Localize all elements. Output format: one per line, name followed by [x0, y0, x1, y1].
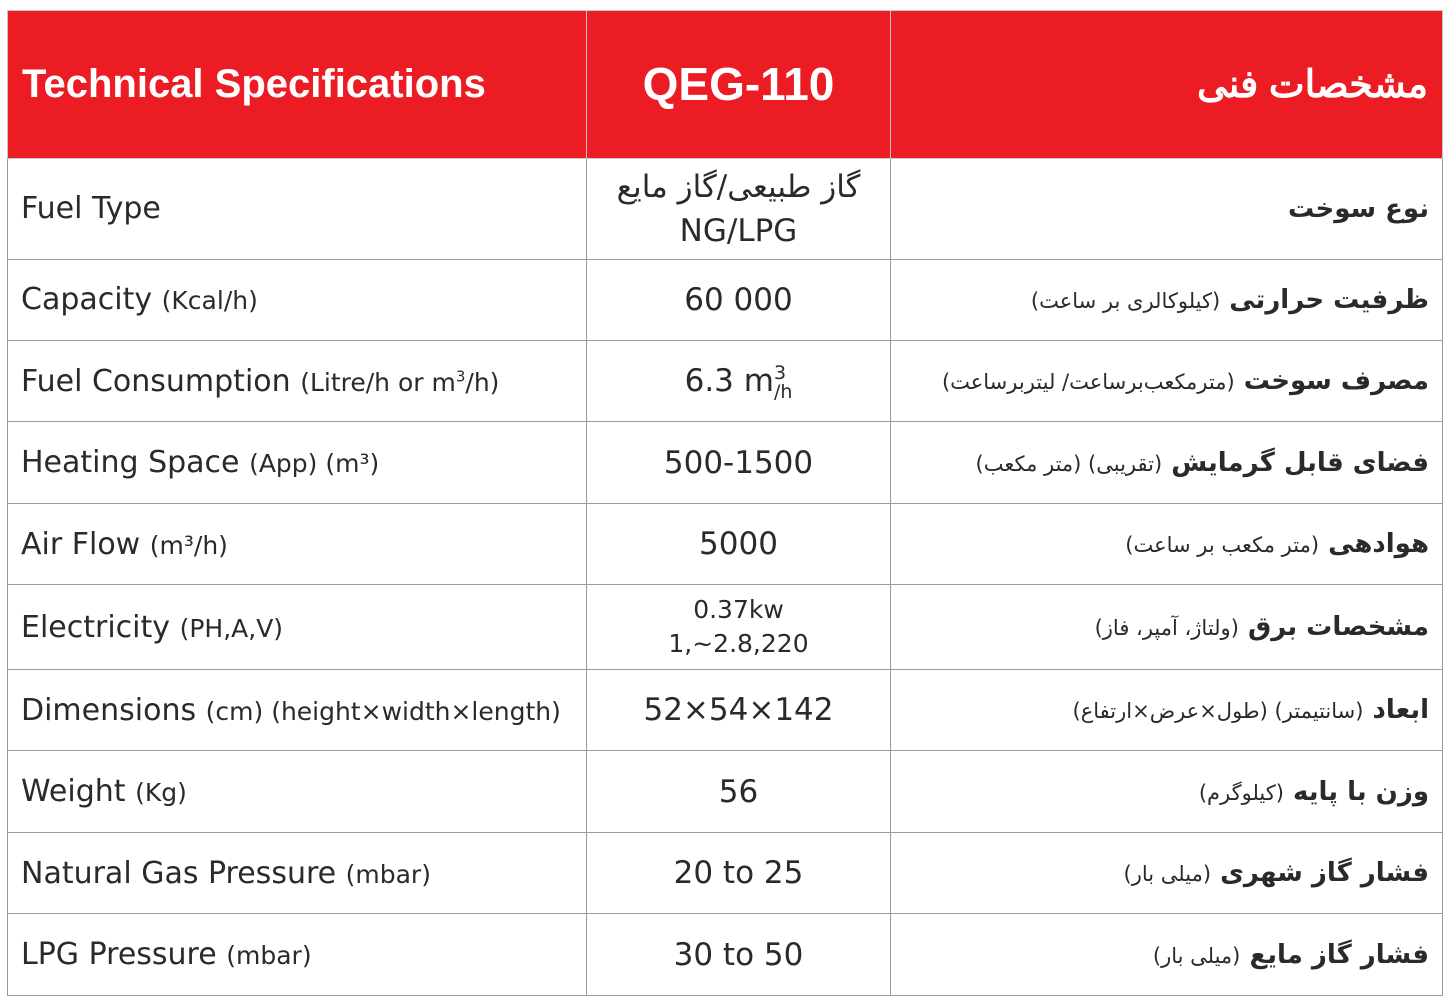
- label-en-unit: (m³/h): [149, 530, 228, 560]
- label-fa-text: فشار گاز مایع: [1249, 939, 1429, 970]
- label-fa-unit: (میلی بار): [1152, 943, 1241, 968]
- value-line-1: 0.37kw: [693, 595, 784, 625]
- table-row: [8, 914, 1443, 996]
- label-en: [8, 259, 587, 340]
- header-title-en: Technical Specifications: [8, 11, 587, 159]
- value-sub: /h: [773, 380, 793, 403]
- unit-sup: 3: [455, 367, 466, 386]
- label-en-text: Natural Gas Pressure: [21, 855, 337, 891]
- label-fa-text: مشخصات برق: [1247, 612, 1429, 643]
- label-fa-unit: (کیلوکالری بر ساعت): [1030, 288, 1221, 313]
- value-cell: 30 to 50: [587, 914, 891, 996]
- label-fa-text: وزن با پایه: [1292, 776, 1429, 807]
- label-en-unit: (App) (m³): [249, 449, 380, 479]
- label-fa-unit: (میلی بار): [1123, 862, 1212, 887]
- label-en-unit: (Kg): [135, 778, 187, 808]
- label-fa-text: مصرف سوخت: [1243, 366, 1429, 397]
- value-cell: [587, 340, 891, 421]
- label-fa-text: فشار گاز شهری: [1220, 858, 1429, 889]
- label-en: [8, 832, 587, 913]
- value-cell: 56: [587, 751, 891, 832]
- value-cell: 52×54×142: [587, 669, 891, 750]
- label-en-text: Heating Space: [21, 445, 240, 481]
- table-row: [8, 422, 1443, 503]
- label-fa: [891, 422, 1443, 503]
- table-row: [8, 340, 1443, 421]
- header-title-fa: مشخصات فنی: [891, 11, 1443, 159]
- label-en-text: Electricity: [21, 609, 171, 645]
- label-fa: [891, 751, 1443, 832]
- label-en: [8, 158, 587, 259]
- label-en: [8, 914, 587, 996]
- unit-part-a: (Litre/h or m: [300, 367, 456, 397]
- value-line-2: NG/LPG: [679, 212, 798, 249]
- label-en: [8, 422, 587, 503]
- label-en-text: Air Flow: [21, 526, 141, 562]
- header-row: [8, 11, 1443, 159]
- label-en: [8, 585, 587, 670]
- spec-table: [7, 10, 1443, 996]
- value-cell: [587, 158, 891, 259]
- unit-part-b: /h): [465, 367, 500, 397]
- label-fa-unit: (مترمکعب‌برساعت/ لیتربرساعت): [941, 370, 1235, 395]
- label-en: [8, 751, 587, 832]
- label-fa: [891, 340, 1443, 421]
- value-line-2: 1,~2.8,220: [668, 629, 809, 659]
- value-cell: [587, 585, 891, 670]
- table-row: [8, 158, 1443, 259]
- label-en: [8, 340, 587, 421]
- label-en-unit: (cm) (height×width×length): [205, 696, 561, 726]
- label-en-unit: (Kcal/h): [161, 286, 258, 316]
- label-fa-unit: (تقریبی) (متر مکعب): [975, 451, 1163, 476]
- label-fa-unit: (ولتاژ، آمپر، فاز): [1094, 616, 1239, 641]
- label-fa: [891, 914, 1443, 996]
- label-en-text: Fuel Consumption: [21, 363, 291, 399]
- value-line-1: گاز طبیعی/گاز مایع: [616, 168, 861, 205]
- label-fa-text: ظرفیت حرارتی: [1229, 284, 1429, 315]
- label-en-unit: (mbar): [345, 859, 431, 889]
- label-fa: [891, 669, 1443, 750]
- label-fa: [891, 832, 1443, 913]
- label-en-text: Fuel Type: [21, 191, 161, 227]
- label-fa: [891, 259, 1443, 340]
- label-en-unit: [300, 368, 499, 397]
- label-fa: [891, 503, 1443, 584]
- label-fa-unit: (متر مکعب بر ساعت): [1125, 533, 1320, 558]
- label-fa-text: هوادهی: [1328, 529, 1429, 560]
- label-en-text: LPG Pressure: [21, 937, 217, 973]
- label-fa-text: فضای قابل گرمایش: [1171, 447, 1429, 478]
- header-model: QEG-110: [587, 11, 891, 159]
- label-fa-text: نوع سوخت: [1287, 193, 1429, 224]
- value-cell: 60 000: [587, 259, 891, 340]
- label-en-unit: (mbar): [226, 941, 312, 971]
- label-en-text: Dimensions: [21, 692, 197, 728]
- label-fa-text: ابعاد: [1372, 695, 1429, 726]
- value-sup: 3: [773, 361, 787, 384]
- table-row: [8, 585, 1443, 670]
- label-en-unit: (PH,A,V): [179, 613, 284, 643]
- label-en: [8, 669, 587, 750]
- label-en: [8, 503, 587, 584]
- table-row: [8, 503, 1443, 584]
- value-cell: 20 to 25: [587, 832, 891, 913]
- label-fa: [891, 158, 1443, 259]
- label-fa: [891, 585, 1443, 670]
- value-cell: 500-1500: [587, 422, 891, 503]
- table-row: [8, 832, 1443, 913]
- label-en-text: Capacity: [21, 282, 153, 318]
- table-row: [8, 669, 1443, 750]
- label-en-text: Weight: [21, 774, 126, 810]
- table-row: [8, 259, 1443, 340]
- value-cell: 5000: [587, 503, 891, 584]
- table-row: [8, 751, 1443, 832]
- label-fa-unit: (کیلوگرم): [1198, 780, 1284, 805]
- label-fa-unit: (سانتیمتر) (طول×عرض×ارتفاع): [1072, 699, 1364, 724]
- value-main: 6.3 m: [684, 363, 774, 400]
